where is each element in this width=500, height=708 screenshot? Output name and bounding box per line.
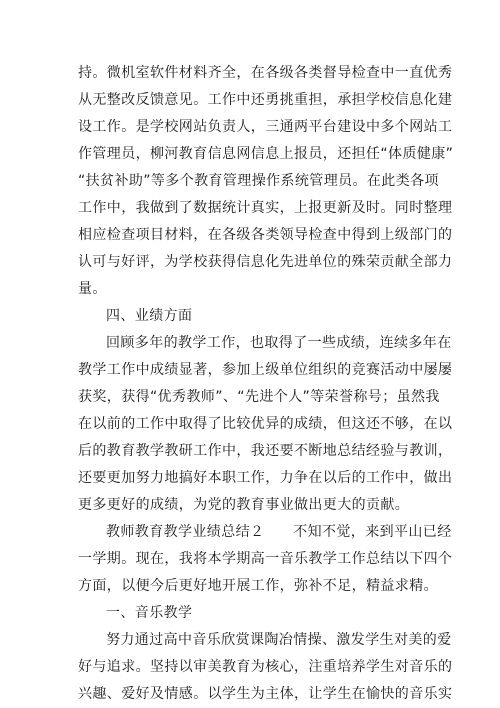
text-line: 教学工作中成绩显著，参加上级单位组织的竞赛活动中屡屡: [78, 362, 453, 378]
text-line: 更多更好的成绩，为党的教育事业做出更大的贡献。: [78, 497, 410, 513]
text-line: “扶贫补助”等多个教育管理操作系统管理员。在此类各项: [78, 173, 439, 189]
text-line: 量。: [78, 281, 107, 297]
paragraph-summary-2-intro: [78, 519, 453, 600]
text-line: 后的教育教学教研工作中，我还要不断地总结经验与教训，: [78, 443, 453, 459]
section-heading-achievements: [78, 303, 438, 330]
text-line: 相应检查项目材料，在各级各类领导检查中得到上级部门的: [78, 227, 453, 243]
text-line: 工作中，我做到了数据统计真实，上报更新及时。同时整理: [78, 200, 453, 216]
text-line: 设工作。是学校网站负责人，三通两平台建设中多个网站工: [78, 119, 453, 135]
text-line: 获奖，获得“优秀教师”、“先进个人”等荣誉称号；虽然我: [78, 389, 440, 405]
text-line: 教师教育教学业绩总结２ 不知不觉，来到平山已经: [106, 524, 452, 540]
heading-text: 四、业绩方面: [106, 308, 193, 324]
text-line: 作管理员，柳河教育信息网信息上报员，还担任“体质健康”: [78, 146, 454, 162]
text-line: 还要更加努力地搞好本职工作，力争在以后的工作中，做出: [78, 470, 453, 486]
paragraph-music-teaching: [78, 627, 453, 708]
text-line: 兴趣、爱好及情感。以学生为主体，让学生在愉快的音乐实: [78, 686, 453, 702]
text-line: 一学期。现在，我将本学期高一音乐教学工作总结以下四个: [78, 551, 453, 567]
heading-text: 一、音乐教学: [106, 605, 193, 621]
text-line: 持。微机室软件材料齐全，在各级各类督导检查中一直优秀: [78, 65, 453, 81]
text-line: 认可与好评，为学校获得信息化先进单位的殊荣贡献全部力: [78, 254, 453, 270]
text-line: 在以前的工作中取得了比较优异的成绩，但这还不够，在以: [78, 416, 453, 432]
text-line: 从无整改反馈意见。工作中还勇挑重担，承担学校信息化建: [78, 92, 453, 108]
paragraph-it-work: [78, 60, 454, 303]
paragraph-achievements: [78, 330, 453, 519]
text-line: 努力通过高中音乐欣赏课陶冶情操、激发学生对美的爱: [106, 632, 452, 648]
text-line: 好与追求。坚持以审美教育为核心，注重培养学生对音乐的: [78, 659, 453, 675]
document-page: [78, 60, 454, 708]
section-heading-music-teaching: [78, 600, 438, 627]
text-line: 方面，以便今后更好地开展工作，弥补不足，精益求精。: [78, 578, 438, 594]
text-line: 回顾多年的教学工作，也取得了一些成绩，连续多年在: [106, 335, 452, 351]
